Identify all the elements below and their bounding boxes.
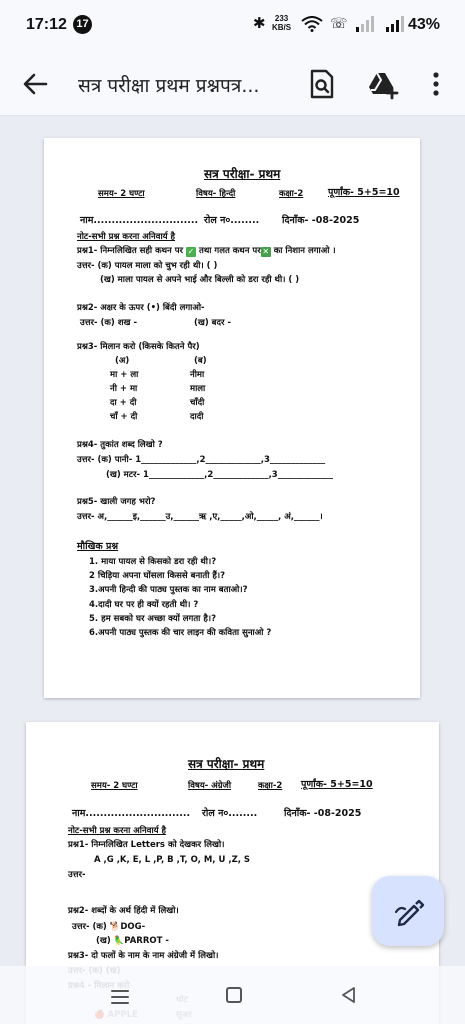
volte-call-icon: ☏ (330, 15, 348, 31)
signal-icon (355, 16, 375, 32)
battery-level: 43% (408, 16, 441, 33)
instruction-note: नोट-सभी प्रश्न करना अनिवार्य है (68, 826, 167, 836)
network-speed-value: 233 (274, 14, 289, 23)
lens-search-icon[interactable] (306, 68, 336, 100)
roll-field: रोल न०........ (202, 808, 258, 819)
question-5: प्रश्न5- खाली जगह भरो? (77, 497, 156, 507)
oral-question: 1. माया पायल से किसको डरा रही थी।? (89, 557, 217, 567)
drive-add-icon[interactable] (366, 70, 400, 100)
answer-2a: उत्तर- (क) 🐕DOG- (72, 922, 146, 932)
notification-badge: 17 (73, 15, 92, 34)
oral-question: 3.अपनी हिन्दी की पाठ्य पुस्तक का नाम बताओ।? (89, 585, 248, 595)
network-speed (272, 14, 291, 32)
system-nav-bar (0, 966, 465, 1024)
exam-subject: विषय- अंग्रेजी (188, 781, 232, 791)
question-1: प्रश्न1- निम्नलिखित Letters को देखकर लिखो। (68, 840, 225, 850)
exam-class: कक्षा-2 (258, 781, 283, 791)
match-left-item: दा + दी (110, 398, 137, 408)
answer-2a: उत्तर- (क) शख - (80, 318, 137, 328)
edit-fab-button[interactable] (372, 876, 444, 946)
answer-1a: उत्तर- (क) पायल माला को चुभ रही थी। ( ) (77, 261, 218, 271)
question-1-text-c: का निशान लगाओ । (273, 246, 336, 256)
back-triangle-icon[interactable] (340, 986, 358, 1004)
oral-section-title: मौखिक प्रश्न (77, 541, 119, 552)
oral-question: 4.दादी घर पर ही क्यों रहती थी। ? (89, 600, 199, 610)
roll-field: रोल न०........ (204, 215, 260, 226)
pdf-page-1 (44, 138, 420, 698)
network-speed-unit: KB/S (272, 23, 292, 32)
name-field: नाम............................. (72, 808, 191, 819)
name-field: नाम............................. (80, 215, 199, 226)
document-title: सत्र परीक्षा प्रथम प्रश्नपत्र... (78, 75, 260, 97)
match-head-a: (अ) (115, 356, 130, 366)
answer-2b: (ख) बदर - (194, 318, 232, 328)
cross-mark-icon: ✕ (262, 247, 270, 256)
question-1-text-b: तथा गलत कथन पर (198, 246, 261, 256)
exam-max-marks: पूर्णांक- 5+5=10 (328, 187, 400, 198)
answer-1: उत्तर- (68, 870, 86, 880)
answer-5: उत्तर- अ,______इ,______उ,______ऋ ,ए,_____,ओ,_____, अं,______। (77, 512, 323, 522)
exam-time: समय- 2 घण्टा (91, 781, 138, 791)
answer-2b: (ख) 🦜PARROT - (96, 936, 169, 946)
exam-max-marks: पूर्णांक- 5+5=10 (301, 779, 373, 790)
home-icon[interactable] (226, 987, 242, 1003)
date-field: दिनाँक- -08-2025 (282, 215, 360, 226)
letters-row: A ,G ,K, E, L ,P, B ,T, O, M, U ,Z, S (94, 855, 251, 865)
match-right-item: चाँदी (190, 398, 205, 408)
bluetooth-icon: ✱ (253, 15, 266, 32)
page-title: सत्र परीक्षा- प्रथम (204, 167, 281, 181)
match-right-item: माला (190, 384, 206, 394)
oral-question: 2 चिड़िया अपना घोंसला किससे बनाती हैं।? (89, 571, 226, 581)
match-left-item: नी + मा (110, 384, 138, 394)
signal-icon (385, 16, 405, 32)
question-1 (77, 245, 336, 257)
match-head-b: (ब) (194, 356, 207, 366)
question-2: प्रश्न2- अक्षर के ऊपर (•) बिंदी लगाओ- (77, 303, 205, 313)
instruction-note: नोट-सभी प्रश्न करना अनिवार्य है (77, 232, 176, 242)
wifi-icon (301, 16, 323, 32)
edit-pen-icon (372, 876, 444, 946)
question-3: प्रश्न3- दो फलों के नाम के नाम अंग्रेजी में लिखो। (68, 951, 219, 961)
check-mark-icon: ✓ (187, 247, 195, 256)
arrow-left-icon[interactable] (22, 71, 50, 97)
recents-icon[interactable] (110, 989, 130, 1005)
match-right-item: दादी (190, 412, 204, 422)
page-title: सत्र परीक्षा- प्रथम (188, 757, 265, 771)
answer-4b: (ख) मटर- 1_____________,2_____________,3_____________ (106, 470, 333, 480)
question-1-text-a: प्रश्न1- निम्नलिखित सही कथन पर (77, 246, 184, 256)
app-bar (0, 50, 465, 116)
question-3: प्रश्न3- मिलान करो (किसके कितने पैर) (77, 342, 200, 352)
match-left-item: मा + ला (110, 370, 139, 380)
match-right-item: नीमा (190, 370, 205, 380)
exam-subject: विषय- हिन्दी (196, 189, 236, 199)
question-4: प्रश्न4- तुकांत शब्द लिखो ? (77, 440, 163, 450)
date-field: दिनाँक- -08-2025 (284, 808, 362, 819)
status-time: 17:12 (26, 16, 67, 33)
more-vert-icon[interactable] (430, 70, 442, 98)
answer-4a: उत्तर- (क) पानी- 1_____________,2_____________,3_____________ (77, 455, 326, 465)
match-left-item: चाँ + दी (110, 412, 138, 422)
oral-question: 5. हम सबको घर अच्छा क्यों लगता है।? (89, 614, 217, 624)
answer-1b: (ख) माला पायल से अपने भाई और बिल्ली को डरा रही थी। ( ) (100, 275, 300, 285)
exam-class: कक्षा-2 (279, 189, 304, 199)
exam-time: समय- 2 घण्टा (98, 189, 145, 199)
oral-question: 6.अपनी पाठ्य पुस्तक की चार लाइन की कविता सुनाओ ? (89, 628, 272, 638)
status-bar (0, 0, 465, 50)
question-2: प्रश्न2- शब्दों के अर्थ हिंदी में लिखो। (68, 906, 179, 916)
